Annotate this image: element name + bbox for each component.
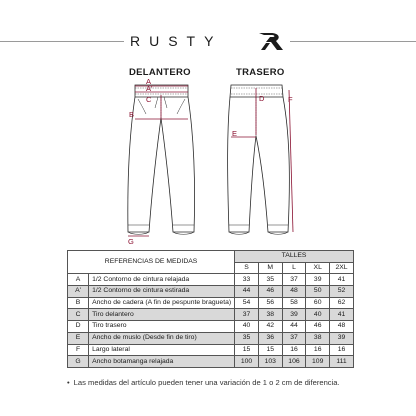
table-row: [68, 332, 354, 344]
sizes-header: TALLES: [235, 251, 354, 263]
measure-value: 100: [235, 356, 259, 368]
measure-value: 48: [282, 286, 306, 298]
measure-description: Tiro delantero: [89, 309, 235, 321]
table-row: [68, 297, 354, 309]
brand-name: RUSTY: [130, 33, 223, 49]
measure-value: 41: [330, 274, 354, 286]
measure-value: 44: [282, 321, 306, 333]
measure-value: 16: [330, 344, 354, 356]
measure-value: 40: [306, 309, 330, 321]
measure-value: 36: [258, 332, 282, 344]
measure-value: 33: [235, 274, 259, 286]
back-view-title: TRASERO: [236, 67, 285, 78]
label-c: C: [146, 95, 152, 104]
measure-description: Ancho botamanga relajada: [89, 356, 235, 368]
measure-value: 15: [235, 344, 259, 356]
measure-value: 35: [235, 332, 259, 344]
front-view-title: DELANTERO: [129, 67, 191, 78]
label-d: D: [259, 94, 265, 103]
measure-value: 50: [306, 286, 330, 298]
measure-value: 46: [258, 286, 282, 298]
table-header-row-1: [68, 251, 354, 263]
label-b: B: [129, 110, 135, 119]
measure-code: B: [68, 297, 89, 309]
refs-header: REFERENCIAS DE MEDIDAS: [68, 251, 235, 274]
size-header: S: [235, 262, 259, 274]
label-e: E: [232, 129, 238, 138]
measure-value: 109: [306, 356, 330, 368]
measure-code: C: [68, 309, 89, 321]
measure-value: 111: [330, 356, 354, 368]
measure-value: 39: [306, 274, 330, 286]
measure-description: Tiro trasero: [89, 321, 235, 333]
table-row: [68, 309, 354, 321]
measure-code: A: [68, 274, 89, 286]
label-a-prime: A': [146, 84, 153, 93]
measure-description: 1/2 Contorno de cintura relajada: [89, 274, 235, 286]
measure-value: 39: [330, 332, 354, 344]
back-measure-lines: [231, 88, 293, 232]
bullet: •: [67, 378, 70, 387]
table-row: [68, 286, 354, 298]
measure-code: A': [68, 286, 89, 298]
measure-value: 103: [258, 356, 282, 368]
measure-description: Ancho de cadera (A fin de pespunte bragueta): [89, 297, 235, 309]
table-row: [68, 274, 354, 286]
size-header: XL: [306, 262, 330, 274]
measure-value: 15: [258, 344, 282, 356]
size-header: M: [258, 262, 282, 274]
measure-value: 41: [330, 309, 354, 321]
measure-value: 39: [282, 309, 306, 321]
table-row: [68, 356, 354, 368]
measure-code: F: [68, 344, 89, 356]
measure-value: 37: [235, 309, 259, 321]
table-row: [68, 321, 354, 333]
measure-value: 54: [235, 297, 259, 309]
measure-value: 52: [330, 286, 354, 298]
measure-description: Ancho de muslo (Desde fin de tiro): [89, 332, 235, 344]
size-chart-body: [68, 274, 354, 368]
disclaimer-note: [67, 378, 340, 387]
size-header: 2XL: [330, 262, 354, 274]
measure-value: 42: [258, 321, 282, 333]
measure-value: 35: [258, 274, 282, 286]
measure-value: 16: [282, 344, 306, 356]
label-a: A: [146, 77, 152, 86]
measure-value: 40: [235, 321, 259, 333]
measure-value: 37: [282, 332, 306, 344]
measure-f-line: [289, 90, 293, 232]
measure-value: 60: [306, 297, 330, 309]
measure-value: 16: [306, 344, 330, 356]
table-row: [68, 344, 354, 356]
measure-code: D: [68, 321, 89, 333]
measure-value: 58: [282, 297, 306, 309]
measure-value: 44: [235, 286, 259, 298]
disclaimer-text: Las medidas del artículo pueden tener una variación de 1 o 2 cm de diferencia.: [73, 378, 340, 387]
size-chart-table: [67, 250, 354, 368]
label-g: G: [128, 237, 134, 246]
measure-value: 38: [306, 332, 330, 344]
measure-code: E: [68, 332, 89, 344]
measure-value: 38: [258, 309, 282, 321]
measure-code: G: [68, 356, 89, 368]
front-measure-lines: [128, 86, 188, 236]
measure-value: 106: [282, 356, 306, 368]
label-f: F: [288, 95, 293, 104]
measure-value: 48: [330, 321, 354, 333]
measure-value: 37: [282, 274, 306, 286]
measure-description: Largo lateral: [89, 344, 235, 356]
back-pants-outline: [228, 85, 290, 234]
measure-value: 62: [330, 297, 354, 309]
measure-value: 56: [258, 297, 282, 309]
size-header: L: [282, 262, 306, 274]
measure-value: 46: [306, 321, 330, 333]
measure-description: 1/2 Contorno de cintura estirada: [89, 286, 235, 298]
